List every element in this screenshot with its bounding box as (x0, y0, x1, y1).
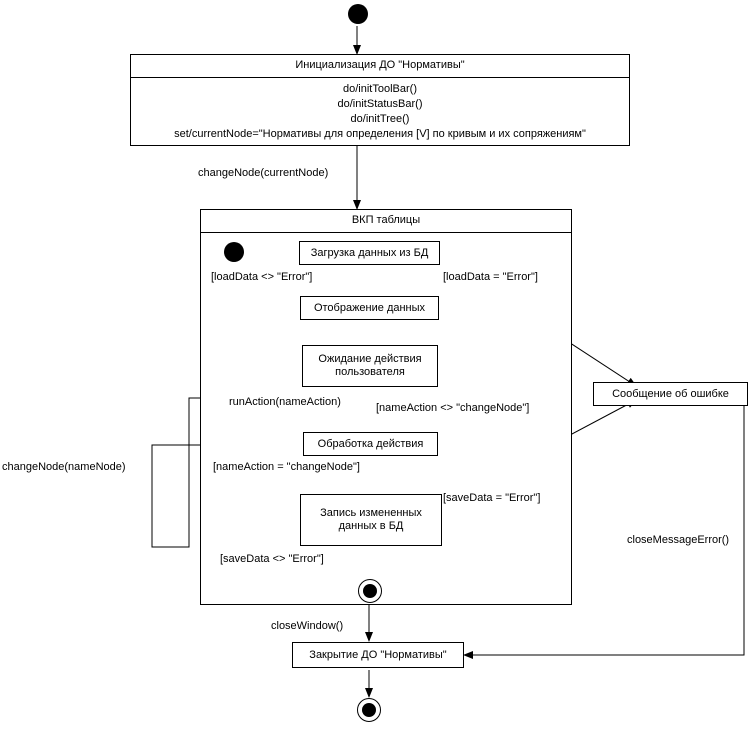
state-save-data[interactable] (300, 494, 442, 546)
transition-label-name-action-ne: [nameAction <> "changeNode"] (376, 402, 530, 414)
state-error-message[interactable] (593, 382, 748, 406)
state-close-window-label: Закрытие ДО "Нормативы" (309, 648, 447, 661)
action-line-3: set/currentNode="Нормативы для определения [V] по кривым и их сопряжениям" (174, 128, 586, 140)
final-state-core (362, 703, 376, 717)
composite-final-state-core (363, 584, 377, 598)
transition-label-load-ok: [loadData <> "Error"] (211, 271, 313, 283)
state-load-data-label: Загрузка данных из БД (310, 246, 429, 259)
transition-label-change-node-current: changeNode(currentNode) (198, 167, 329, 179)
state-process-action-label: Обработка действия (317, 437, 424, 450)
state-close-window[interactable] (292, 642, 464, 668)
transition-label-load-error: [loadData = "Error"] (443, 271, 538, 283)
state-wait-user-action-label: Ожидание действия пользователя (318, 353, 422, 378)
composite-state-title: ВКП таблицы (201, 210, 571, 233)
initial-state-dot (348, 4, 368, 24)
state-show-data[interactable] (300, 296, 439, 320)
action-line-1: do/initStatusBar() (337, 98, 423, 110)
state-save-data-label: Запись измененных данных в БД (320, 507, 422, 532)
state-initialization-title: Инициализация ДО "Нормативы" (131, 55, 629, 78)
state-load-data[interactable] (299, 241, 440, 265)
state-wait-user-action[interactable] (302, 345, 438, 387)
transition-label-close-window: closeWindow() (271, 620, 344, 632)
transition-label-change-node-name: changeNode(nameNode) (2, 461, 126, 473)
transition-label-name-action-eq: [nameAction = "changeNode"] (213, 461, 360, 473)
action-line-0: do/initToolBar() (343, 83, 417, 95)
state-error-message-label: Сообщение об ошибке (612, 387, 729, 400)
state-initialization-actions (131, 78, 629, 148)
transition-label-run-action: runAction(nameAction) (229, 396, 341, 408)
transition-label-close-message-error: closeMessageError() (627, 534, 730, 546)
action-line-2: do/initTree() (350, 113, 410, 125)
state-initialization[interactable] (130, 54, 630, 146)
transition-label-save-error: [saveData = "Error"] (443, 492, 541, 504)
state-process-action[interactable] (303, 432, 438, 456)
composite-initial-state-dot (224, 242, 244, 262)
transition-label-save-ok: [saveData <> "Error"] (220, 553, 324, 565)
state-show-data-label: Отображение данных (313, 301, 426, 314)
